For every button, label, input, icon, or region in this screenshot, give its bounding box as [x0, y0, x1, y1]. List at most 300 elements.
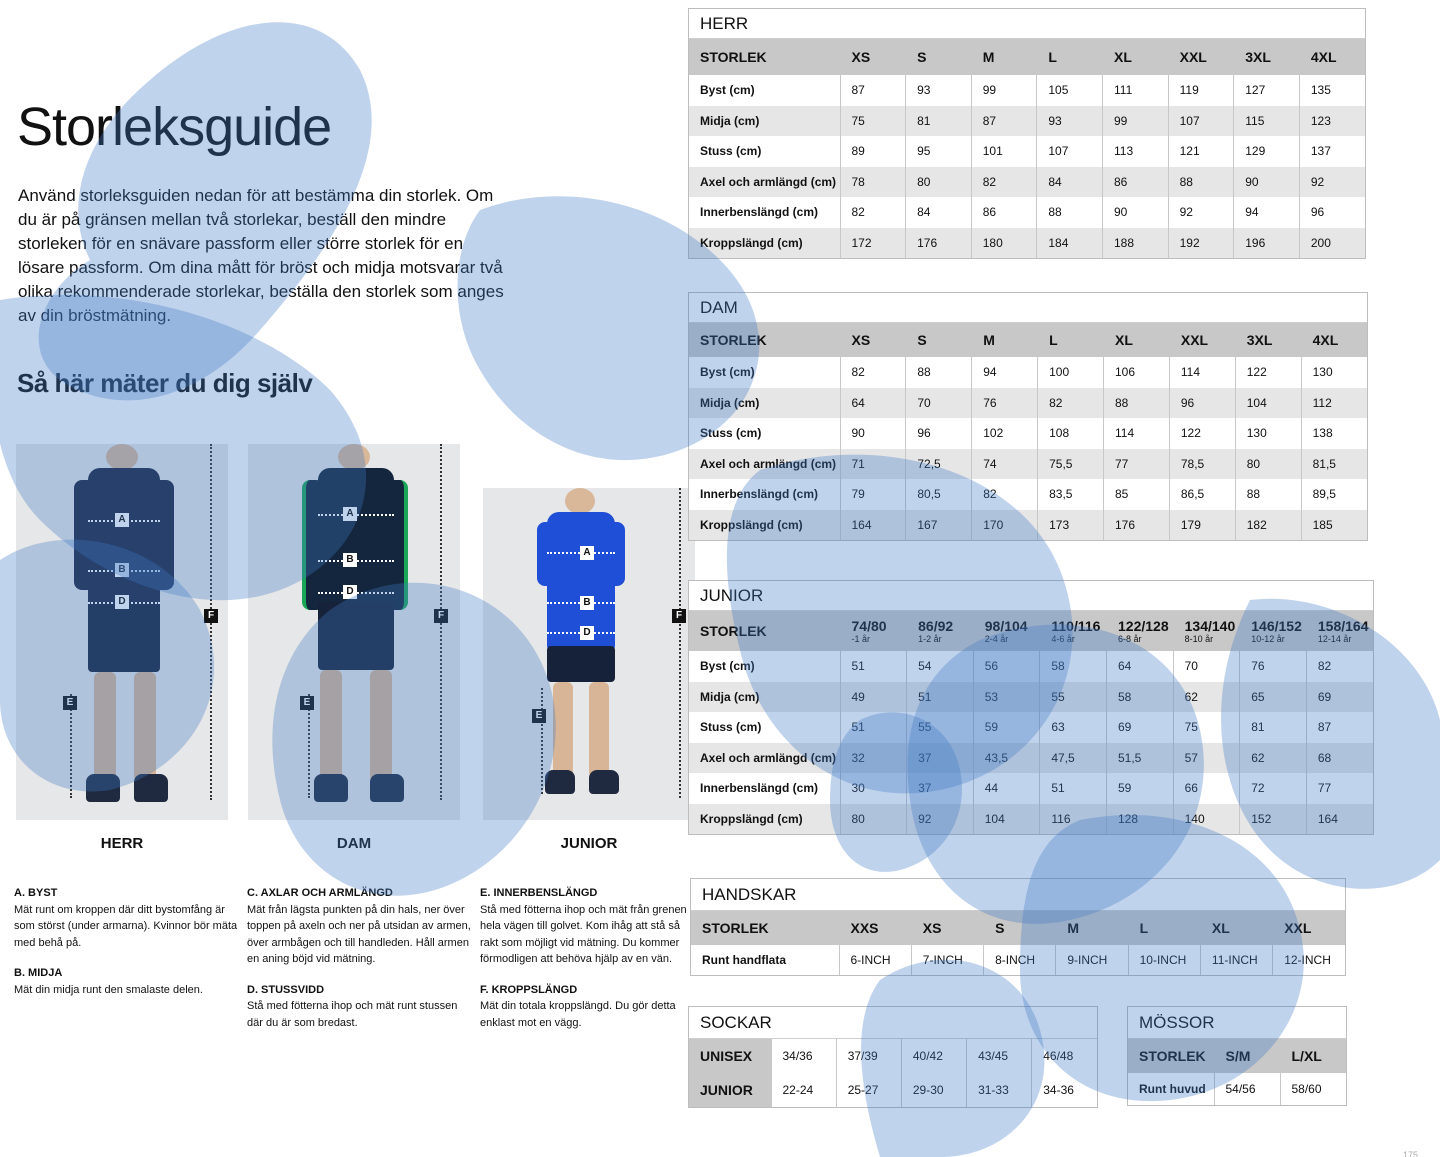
- table-cell: 180: [971, 228, 1037, 259]
- table-cell: 89,5: [1312, 487, 1336, 502]
- instruction-heading: A. BYST: [14, 887, 58, 899]
- table-cell: 83,5: [1038, 479, 1104, 510]
- header-cell: M: [971, 39, 1037, 75]
- row-label: Midja (cm): [689, 388, 840, 419]
- table-cell: 116: [1040, 804, 1107, 835]
- size-table: [689, 611, 1373, 834]
- table-cell: 90: [1103, 197, 1169, 228]
- header-cell: XL: [1200, 911, 1272, 945]
- table-title: DAM: [689, 293, 1367, 323]
- table-cell: 66: [1173, 773, 1240, 804]
- table-cell: 68: [1306, 743, 1373, 774]
- table-cell: 81: [1240, 712, 1307, 743]
- table-cell: 82: [1038, 388, 1104, 419]
- size-table: [1128, 1039, 1346, 1105]
- table-cell: 140: [1173, 804, 1240, 835]
- table-cell: 164: [1306, 804, 1373, 835]
- table-row: [689, 228, 1365, 259]
- table-cell: 88: [906, 357, 972, 388]
- table-cell: 114: [1169, 357, 1235, 388]
- table-row: [689, 197, 1365, 228]
- header-row: [691, 911, 1345, 945]
- table-cell: 100: [1038, 357, 1104, 388]
- table-cell: 53: [973, 682, 1040, 713]
- table-cell: 96: [1310, 205, 1325, 220]
- table-cell: 92: [1168, 197, 1234, 228]
- table-cell: 46/48: [1043, 1049, 1074, 1063]
- table-cell: 72,5: [906, 449, 972, 480]
- table-cell: 184: [1037, 228, 1103, 259]
- table-cell: 78: [840, 167, 906, 198]
- table-row: [689, 167, 1365, 198]
- row-label: Innerbenslängd (cm): [689, 773, 840, 804]
- header-cell: 3XL: [1234, 39, 1300, 75]
- instruction-text: Mät runt om kroppen där ditt bystomfång är som störst (under armarna). Kvinnor bör mäta med behå på.: [14, 903, 238, 949]
- page-title: Storleksguide: [17, 97, 332, 157]
- marker-f: F: [204, 609, 218, 623]
- table-cell: 176: [906, 228, 972, 259]
- table-cell: 87: [840, 75, 906, 106]
- table-cell: 49: [840, 682, 907, 713]
- table-cell: 31-33: [967, 1073, 1032, 1107]
- row-label: Innerbenslängd (cm): [689, 197, 840, 228]
- table-cell: 75: [1173, 712, 1240, 743]
- table-cell: 114: [1104, 418, 1170, 449]
- marker-e: E: [532, 709, 546, 723]
- photo-label-junior: JUNIOR: [560, 835, 618, 852]
- table-cell: 82: [971, 167, 1037, 198]
- marker-e: E: [300, 696, 314, 710]
- header-cell: XL: [1104, 323, 1170, 357]
- table-cell: 108: [1038, 418, 1104, 449]
- header-cell: 86/92 1-2 år: [907, 611, 974, 651]
- table-cell: 101: [971, 136, 1037, 167]
- header-cell: L: [1037, 39, 1103, 75]
- row-label: Kroppslängd (cm): [689, 510, 840, 541]
- table-cell: 92: [1299, 167, 1365, 198]
- size-table: [689, 1039, 1097, 1107]
- table-title: HANDSKAR: [691, 879, 1345, 911]
- table-cell: 94: [1234, 197, 1300, 228]
- table-cell: 90: [1234, 167, 1300, 198]
- table-cell: 43,5: [973, 743, 1040, 774]
- table-cell: 81: [906, 106, 972, 137]
- table-cell: 122: [1169, 418, 1235, 449]
- instruction-heading: B. MIDJA: [14, 967, 63, 979]
- table-cell: 88: [1037, 197, 1103, 228]
- header-cell: S/M: [1214, 1039, 1280, 1073]
- table-cell: 12-INCH: [1284, 953, 1331, 967]
- table-cell: 119: [1168, 75, 1234, 106]
- table-cell: 54: [907, 651, 974, 682]
- table-cell: 7-INCH: [911, 945, 983, 975]
- header-cell: XS: [911, 911, 983, 945]
- table-cell: 86: [1103, 167, 1169, 198]
- table-sockar: [688, 1006, 1098, 1108]
- row-label: JUNIOR: [689, 1073, 771, 1107]
- table-cell: 55: [1040, 682, 1107, 713]
- header-row: [689, 39, 1365, 75]
- marker-b: B: [343, 553, 357, 567]
- table-row: [689, 651, 1373, 682]
- table-cell: 77: [1104, 449, 1170, 480]
- table-cell: 47,5: [1040, 743, 1107, 774]
- row-label: UNISEX: [689, 1039, 771, 1073]
- table-cell: 94: [972, 357, 1038, 388]
- header-cell: 146/152 10-12 år: [1240, 611, 1307, 651]
- header-cell: XXL: [1169, 323, 1235, 357]
- table-row: [689, 682, 1373, 713]
- table-cell: 88: [1168, 167, 1234, 198]
- header-cell: M: [1056, 911, 1128, 945]
- row-label: Axel och armlängd (cm): [689, 449, 840, 480]
- table-cell: 72: [1240, 773, 1307, 804]
- marker-a: A: [580, 546, 594, 560]
- row-label: Kroppslängd (cm): [689, 228, 840, 259]
- marker-d: D: [115, 595, 129, 609]
- table-cell: 11-INCH: [1200, 945, 1272, 975]
- table-cell: 88: [1235, 479, 1301, 510]
- table-cell: 51: [840, 712, 907, 743]
- row-label: Stuss (cm): [689, 418, 840, 449]
- photo-dam: [248, 444, 460, 820]
- table-row: [689, 357, 1367, 388]
- row-label: Axel och armlängd (cm): [689, 743, 840, 774]
- header-cell: M: [972, 323, 1038, 357]
- table-cell: 76: [1240, 651, 1307, 682]
- table-cell: 55: [907, 712, 974, 743]
- table-row: [1128, 1073, 1346, 1105]
- table-cell: 196: [1234, 228, 1300, 259]
- header-row: [689, 611, 1373, 651]
- table-cell: 9-INCH: [1056, 945, 1128, 975]
- header-cell: 122/128 6-8 år: [1107, 611, 1174, 651]
- table-title: HERR: [689, 9, 1365, 39]
- table-cell: 104: [1235, 388, 1301, 419]
- table-row: [689, 449, 1367, 480]
- table-cell: 89: [840, 136, 906, 167]
- table-cell: 115: [1234, 106, 1300, 137]
- marker-d: D: [580, 626, 594, 640]
- row-label: Midja (cm): [689, 106, 840, 137]
- table-cell: 44: [973, 773, 1040, 804]
- table-row: [689, 388, 1367, 419]
- table-cell: 135: [1310, 83, 1331, 98]
- table-cell: 82: [1317, 659, 1332, 674]
- instructions-col-3: [480, 885, 688, 1045]
- table-cell: 63: [1040, 712, 1107, 743]
- table-cell: 37/39: [836, 1039, 901, 1073]
- table-title: MÖSSOR: [1128, 1007, 1346, 1039]
- table-handskar: [690, 878, 1346, 976]
- header-cell: STORLEK: [691, 911, 839, 945]
- table-cell: 54/56: [1214, 1073, 1280, 1105]
- table-cell: 58: [1107, 682, 1174, 713]
- table-cell: 80: [906, 167, 972, 198]
- table-cell: 130: [1235, 418, 1301, 449]
- table-cell: 77: [1317, 781, 1332, 796]
- table-cell: 57: [1173, 743, 1240, 774]
- table-cell: 34/36: [771, 1039, 836, 1073]
- marker-b: B: [580, 596, 594, 610]
- table-cell: 86,5: [1169, 479, 1235, 510]
- table-cell: 90: [840, 418, 906, 449]
- header-cell: S: [906, 323, 972, 357]
- marker-d: D: [343, 585, 357, 599]
- header-row: [1128, 1039, 1346, 1073]
- photo-label-herr: HERR: [100, 835, 144, 852]
- table-cell: 82: [972, 479, 1038, 510]
- table-cell: 51,5: [1107, 743, 1174, 774]
- table-cell: 37: [907, 743, 974, 774]
- table-cell: 95: [906, 136, 972, 167]
- row-label: Kroppslängd (cm): [689, 804, 840, 835]
- size-table: [689, 323, 1367, 540]
- table-row: [689, 1039, 1097, 1073]
- table-cell: 70: [1173, 651, 1240, 682]
- table-cell: 87: [971, 106, 1037, 137]
- table-cell: 176: [1104, 510, 1170, 541]
- header-cell: XXL: [1168, 39, 1234, 75]
- table-cell: 70: [906, 388, 972, 419]
- size-table: [691, 911, 1345, 975]
- table-cell: 84: [906, 197, 972, 228]
- table-cell: 84: [1037, 167, 1103, 198]
- header-cell: 110/116 4-6 år: [1040, 611, 1107, 651]
- table-cell: 75: [840, 106, 906, 137]
- header-cell: XS: [840, 39, 906, 75]
- header-cell: 4XL: [1301, 323, 1367, 357]
- table-row: [689, 479, 1367, 510]
- table-cell: 8-INCH: [984, 945, 1056, 975]
- table-cell: 170: [972, 510, 1038, 541]
- table-cell: 112: [1301, 388, 1367, 419]
- table-cell: 96: [906, 418, 972, 449]
- table-cell: 173: [1038, 510, 1104, 541]
- table-cell: 74: [972, 449, 1038, 480]
- table-cell: 105: [1037, 75, 1103, 106]
- table-cell: 129: [1234, 136, 1300, 167]
- table-row: [689, 1073, 1097, 1107]
- table-cell: 51: [907, 682, 974, 713]
- table-cell: 87: [1317, 720, 1332, 735]
- table-cell: 79: [840, 479, 906, 510]
- table-cell: 51: [1040, 773, 1107, 804]
- table-cell: 113: [1103, 136, 1169, 167]
- table-cell: 172: [840, 228, 906, 259]
- header-cell: L: [1128, 911, 1200, 945]
- marker-a: A: [343, 507, 357, 521]
- table-title: SOCKAR: [689, 1007, 1097, 1039]
- table-cell: 92: [907, 804, 974, 835]
- table-row: [689, 75, 1365, 106]
- table-cell: 80: [840, 804, 907, 835]
- table-cell: 138: [1312, 426, 1333, 441]
- header-cell: XXL: [1273, 911, 1345, 945]
- header-cell: 98/104 2-4 år: [973, 611, 1040, 651]
- table-row: [689, 743, 1373, 774]
- instruction-heading: F. KROPPSLÄNGD: [480, 983, 578, 996]
- table-cell: 99: [1103, 106, 1169, 137]
- instruction-text: Stå med fötterna ihop och mät från grenen hela vägen till golvet. Kom ihåg att stå så rakt som möjligt vid mätning. Du kommer förmodligen att behöva hjälp av en vän.: [480, 903, 687, 965]
- table-cell: 62: [1240, 743, 1307, 774]
- row-label: Runt handflata: [691, 945, 839, 975]
- photo-label-dam: DAM: [336, 835, 372, 852]
- table-cell: 102: [972, 418, 1038, 449]
- instruction-text: Mät från lägsta punkten på din hals, ner över toppen på axeln och ner på utsidan av armen, över armbågen och till handleden. Håll armen en aning böjd vid mätning.: [247, 903, 471, 965]
- header-cell: L/XL: [1280, 1039, 1346, 1073]
- table-cell: 59: [1107, 773, 1174, 804]
- table-cell: 164: [840, 510, 906, 541]
- row-label: Byst (cm): [689, 75, 840, 106]
- table-cell: 88: [1104, 388, 1170, 419]
- header-cell: 3XL: [1235, 323, 1301, 357]
- table-row: [691, 945, 1345, 975]
- table-row: [689, 510, 1367, 541]
- table-row: [689, 773, 1373, 804]
- table-cell: 107: [1168, 106, 1234, 137]
- row-label: Byst (cm): [689, 357, 840, 388]
- table-cell: 58: [1040, 651, 1107, 682]
- table-cell: 71: [840, 449, 906, 480]
- table-cell: 25-27: [836, 1073, 901, 1107]
- table-row: [689, 106, 1365, 137]
- row-label: Byst (cm): [689, 651, 840, 682]
- instruction-text: Mät din midja runt den smalaste delen.: [14, 983, 203, 996]
- marker-f: F: [434, 609, 448, 623]
- header-cell: S: [906, 39, 972, 75]
- instruction-heading: E. INNERBENSLÄNGD: [480, 887, 598, 899]
- table-cell: 185: [1301, 510, 1367, 541]
- intro-text: Använd storleksguiden nedan för att bestämma din storlek. Om du är på gränsen mellan två storlekar, beställ den mindre storleken för en snävare passform eller större storlek för en lösare passform. Om dina mått för bröst och midja motsvarar två olika rekommenderade storlekar, beställa den storlek som anges av din bröstmätning.: [18, 186, 504, 325]
- instruction-text: Mät din totala kroppslängd. Du gör detta enklast mot en vägg.: [480, 1000, 676, 1029]
- table-cell: 152: [1240, 804, 1307, 835]
- row-label: Stuss (cm): [689, 712, 840, 743]
- table-junior: [688, 580, 1374, 835]
- header-cell: XXS: [839, 911, 911, 945]
- instructions-col-1: [14, 885, 242, 1012]
- table-cell: 123: [1299, 106, 1365, 137]
- marker-b: B: [115, 563, 129, 577]
- row-label: Runt huvud: [1128, 1073, 1214, 1105]
- table-row: [689, 712, 1373, 743]
- header-row: [689, 323, 1367, 357]
- table-row: [689, 804, 1373, 835]
- table-cell: 40/42: [901, 1039, 966, 1073]
- table-cell: 128: [1107, 804, 1174, 835]
- table-cell: 37: [907, 773, 974, 804]
- photo-junior: [483, 488, 695, 820]
- table-herr: [688, 8, 1366, 259]
- table-cell: 93: [1037, 106, 1103, 137]
- table-cell: 137: [1310, 144, 1331, 159]
- table-cell: 104: [973, 804, 1040, 835]
- table-cell: 59: [973, 712, 1040, 743]
- photo-herr: [16, 444, 228, 820]
- table-cell: 82: [840, 357, 906, 388]
- table-cell: 10-INCH: [1128, 945, 1200, 975]
- table-cell: 111: [1103, 75, 1169, 106]
- header-cell: 74/80 -1 år: [840, 611, 907, 651]
- table-cell: 43/45: [967, 1039, 1032, 1073]
- table-cell: 58/60: [1291, 1082, 1322, 1096]
- header-cell: STORLEK: [1128, 1039, 1214, 1073]
- header-cell: XL: [1103, 39, 1169, 75]
- table-cell: 179: [1169, 510, 1235, 541]
- table-cell: 80: [1235, 449, 1301, 480]
- instructions-col-2: [247, 885, 475, 1045]
- marker-e: E: [63, 696, 77, 710]
- table-cell: 85: [1104, 479, 1170, 510]
- table-cell: 78,5: [1169, 449, 1235, 480]
- table-cell: 76: [972, 388, 1038, 419]
- header-cell: STORLEK: [689, 611, 840, 651]
- marker-f: F: [672, 609, 686, 623]
- row-label: Innerbenslängd (cm): [689, 479, 840, 510]
- table-cell: 200: [1299, 228, 1365, 259]
- table-cell: 6-INCH: [839, 945, 911, 975]
- table-cell: 192: [1168, 228, 1234, 259]
- table-cell: 22-24: [771, 1073, 836, 1107]
- table-cell: 96: [1169, 388, 1235, 419]
- table-cell: 106: [1104, 357, 1170, 388]
- header-cell: 4XL: [1299, 39, 1365, 75]
- table-row: [689, 418, 1367, 449]
- table-cell: 64: [1107, 651, 1174, 682]
- table-title: JUNIOR: [689, 581, 1373, 611]
- measure-subtitle: Så här mäter du dig själv: [17, 368, 313, 398]
- table-cell: 86: [971, 197, 1037, 228]
- table-cell: 64: [840, 388, 906, 419]
- table-cell: 69: [1306, 682, 1373, 713]
- table-cell: 182: [1235, 510, 1301, 541]
- header-cell: L: [1038, 323, 1104, 357]
- header-cell: STORLEK: [689, 323, 840, 357]
- table-cell: 30: [840, 773, 907, 804]
- table-cell: 167: [906, 510, 972, 541]
- table-row: [689, 136, 1365, 167]
- table-cell: 51: [840, 651, 907, 682]
- table-cell: 80,5: [906, 479, 972, 510]
- table-cell: 81,5: [1301, 449, 1367, 480]
- table-cell: 32: [840, 743, 907, 774]
- page-number: 175: [1402, 1150, 1418, 1157]
- table-cell: 93: [906, 75, 972, 106]
- instruction-heading: D. STUSSVIDD: [247, 983, 325, 996]
- table-mossor: [1127, 1006, 1347, 1106]
- instruction-heading: C. AXLAR OCH ARMLÄNGD: [247, 887, 393, 899]
- table-cell: 188: [1103, 228, 1169, 259]
- header-cell: 158/164 12-14 år: [1306, 611, 1373, 651]
- table-cell: 127: [1234, 75, 1300, 106]
- table-cell: 62: [1173, 682, 1240, 713]
- header-cell: XS: [840, 323, 906, 357]
- table-cell: 82: [840, 197, 906, 228]
- header-cell: S: [984, 911, 1056, 945]
- table-cell: 56: [973, 651, 1040, 682]
- header-cell: STORLEK: [689, 39, 840, 75]
- instruction-text: Stå med fötterna ihop och mät runt stussen där du är som bredast.: [247, 1000, 458, 1029]
- table-cell: 122: [1235, 357, 1301, 388]
- table-cell: 65: [1240, 682, 1307, 713]
- row-label: Stuss (cm): [689, 136, 840, 167]
- row-label: Axel och armlängd (cm): [689, 167, 840, 198]
- table-cell: 99: [971, 75, 1037, 106]
- table-cell: 34-36: [1032, 1073, 1097, 1107]
- table-cell: 69: [1107, 712, 1174, 743]
- row-label: Midja (cm): [689, 682, 840, 713]
- table-cell: 75,5: [1038, 449, 1104, 480]
